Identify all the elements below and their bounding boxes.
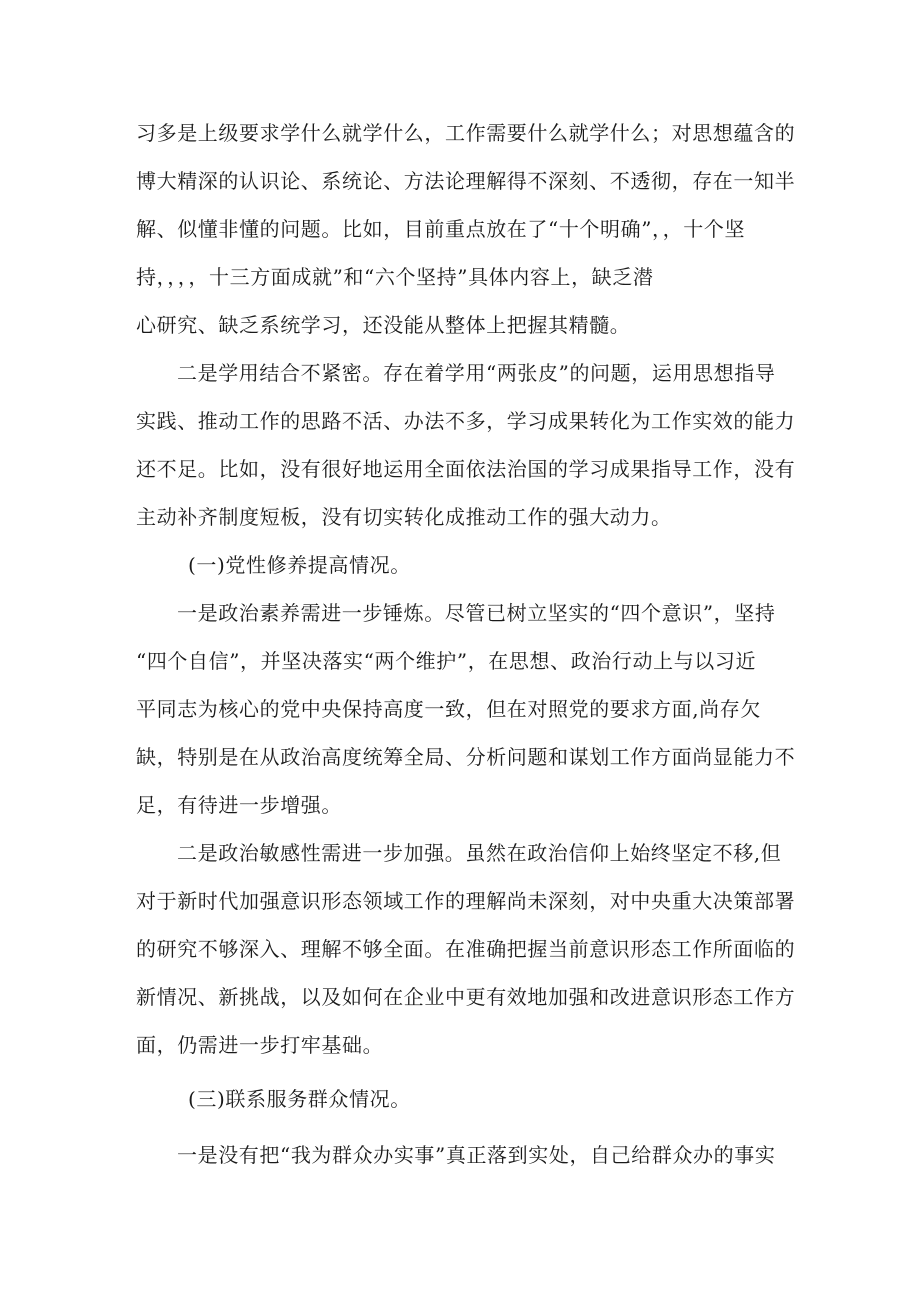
body-text-line: 习多是上级要求学什么就学什么，工作需要什么就学什么；对思想蕴含的 xyxy=(136,121,796,145)
body-text-line: 还不足。比如，没有很好地运用全面依法治国的学习成果指导工作，没有 xyxy=(136,457,796,481)
body-text-line: 平同志为核心的党中央保持高度一致，但在对照党的要求方面,尚存欠 xyxy=(136,697,761,721)
body-text-line: 心研究、缺乏系统学习，还没能从整体上把握其精髓。 xyxy=(136,313,631,337)
section-heading: (三)联系服务群众情况。 xyxy=(188,1087,411,1111)
body-text-line: 实践、推动工作的思路不活、办法不多，学习成果转化为工作实效的能力 xyxy=(136,409,796,433)
body-text-line: 缺，特别是在从政治高度统筹全局、分析问题和谋划工作方面尚显能力不 xyxy=(136,745,796,769)
body-text-line: 面，仍需进一步打牢基础。 xyxy=(136,1033,384,1057)
body-text-line: 对于新时代加强意识形态领域工作的理解尚未深刻，对中央重大决策部署 xyxy=(136,889,796,913)
body-text-line: 新情况、新挑战，以及如何在企业中更有效地加强和改进意识形态工作方 xyxy=(136,985,796,1009)
body-text-line: “四个自信”，并坚决落实“两个维护”，在思想、政治行动上与以习近 xyxy=(136,649,757,673)
paragraph-start-line: 一是没有把“我为群众办实事”真正落到实处，自己给群众办的事实 xyxy=(177,1143,776,1167)
paragraph-start-line: 二是政治敏感性需进一步加强。虽然在政治信仰上始终坚定不移,但 xyxy=(177,841,782,865)
body-text-line: 博大精深的认识论、系统论、方法论理解得不深刻、不透彻，存在一知半 xyxy=(136,169,796,193)
body-text-line: 的研究不够深入、理解不够全面。在准确把握当前意识形态工作所面临的 xyxy=(136,937,796,961)
body-text-line: 解、似懂非懂的问题。比如，目前重点放在了“十个明确”，，十个坚 xyxy=(136,217,746,241)
body-text-line: 足，有待进一步增强。 xyxy=(136,793,342,817)
paragraph-start-line: 一是政治素养需进一步锤炼。尽管已树立坚实的“四个意识”，坚持 xyxy=(177,601,776,625)
body-text-line: 主动补齐制度短板，没有切实转化成推动工作的强大动力。 xyxy=(136,505,672,529)
paragraph-start-line: 二是学用结合不紧密。存在着学用“两张皮”的问题，运用思想指导 xyxy=(177,361,776,385)
section-heading: (一)党性修养提高情况。 xyxy=(188,553,411,577)
body-text-line: 持，，，，十三方面成就”和“六个坚持”具体内容上，缺乏潜 xyxy=(136,265,654,289)
